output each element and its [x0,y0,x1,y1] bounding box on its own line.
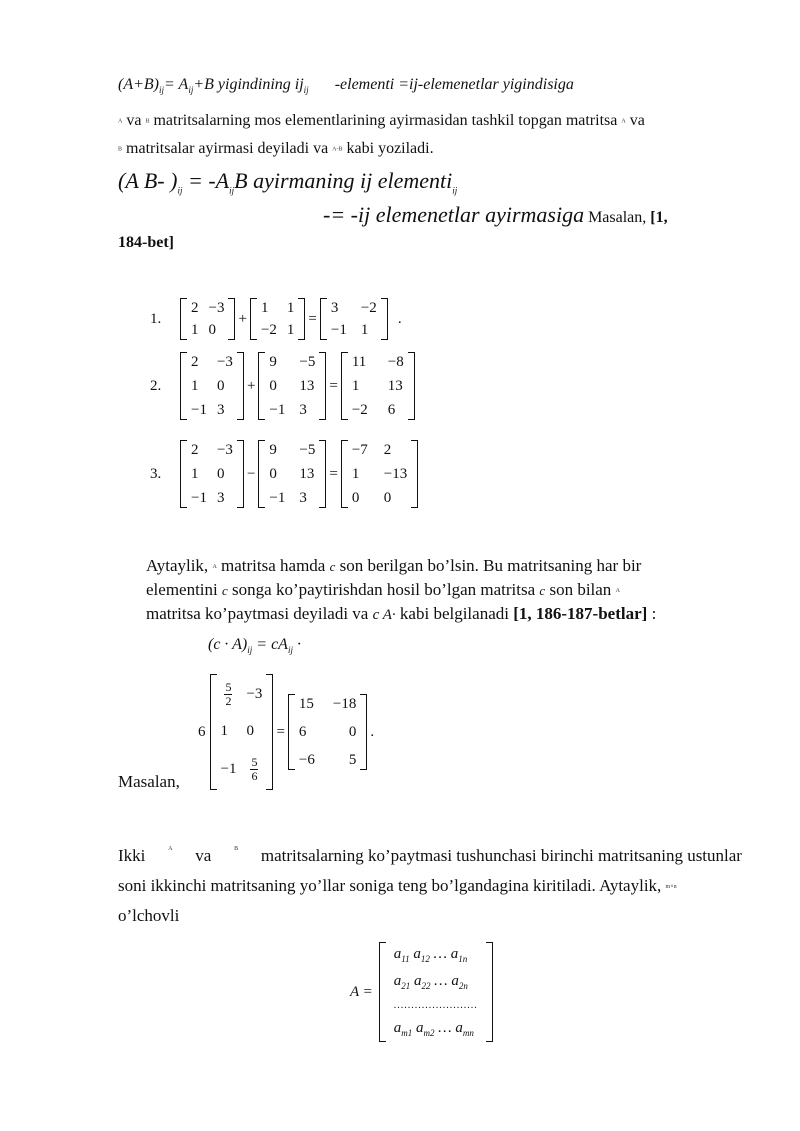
matrix-1c: 3 −2 −1 1 [320,298,388,340]
difference-definition-line2: B matritsalar ayirmasi deyiladi va A-B kabi yoziladi. [118,140,434,157]
product-definition-line3: o’lchovli [118,906,180,925]
example-3: 3. 2 −3 1 0 −1 3 − 9 −5 0 13 −1 3 = −7 2 1 −13 0 0 [150,440,418,508]
matrix-2a: 2 −3 1 0 −1 3 [180,352,244,420]
general-matrix: A = $a_{11}$ $a_{12}$ … $a_{1n}$ $a_{21}$ $a_{22}$ … $a_{2n}$ ........................ $a_{m1}$ $a_{m2}$ … $a_{mn}$ [350,942,493,1042]
matrix-4b: 15 −18 6 0 −6 5 [288,694,367,770]
difference-element-formula: (A B- )$_{ij} = -A_{ij}B$ ayirmaning ij elementi$_{ij}$ [118,168,458,196]
scalar-definition-line1: Aytaylik, A matritsa hamda c son berilgan bo’lsin. Bu matritsaning har bir [146,556,642,575]
sum-element-formula: $(A+B)_{ij}= A_{ij}+B$ yigindining $ij_{ij}$ -elementi =ij-elemenetlar yigindisiga [118,76,574,96]
example-2: 2. 2 −3 1 0 −1 3 + 9 −5 0 13 −1 3 = 11 −8 1 13 −2 6 [150,352,415,420]
matrix-2c: 11 −8 1 13 −2 6 [341,352,415,420]
difference-definition-line1: A va B matritsalarning mos elementlarining ayirmasidan tashkil topgan matritsa A va [118,112,645,129]
matrix-1a: 2 −3 1 0 [180,298,235,340]
scalar-example: 6 $\frac{5}{2}$ −3 1 0 −1 $\frac{5}{6}$ = 15 −18 6 0 −6 5 . [198,674,377,790]
matrix-4a: $\frac{5}{2}$ −3 1 0 −1 $\frac{5}{6}$ [210,674,274,790]
reference-pages: 184-bet] [118,234,174,251]
example-number: 3. [150,465,162,482]
example-number: 2. [150,377,162,394]
product-definition-line2: soni ikkinchi matritsaning yo’llar soniga teng bo’lgandagina kiritiladi. Aytaylik, m×n [118,876,677,895]
scalar-product-formula: $(c \cdot A)_{ij} = cA_{ij}$ · [208,636,301,656]
matrix-3b: 9 −5 0 13 −1 3 [258,440,326,508]
difference-element-formula-cont: -= -ij elemenetlar ayirmasiga Masalan, [1, [323,202,668,227]
example-1: 1. 2 −3 1 0 + 1 1 −2 1 = 3 −2 −1 1 . [150,300,402,338]
matrix-2b: 9 −5 0 13 −1 3 [258,352,326,420]
scalar-definition-line3: matritsa ko’paytmasi deyiladi va c A· kabi belgilanadi [1, 186-187-betlar] : [146,604,657,623]
scalar-definition-line2: elementini c songa ko’paytirishdan hosil bo’lgan matritsa c son bilan A [146,580,620,599]
product-definition-line1: Ikki A va B matritsalarning ko’paytmasi tushunchasi birinchi matritsaning ustunlar [118,846,742,865]
matrix-1b: 1 1 −2 1 [250,298,305,340]
example-number: 1. [150,310,162,327]
matrix-3a: 2 −3 1 0 −1 3 [180,440,244,508]
example-label: Masalan, [118,772,180,791]
matrix-3c: −7 2 1 −13 0 0 [341,440,418,508]
